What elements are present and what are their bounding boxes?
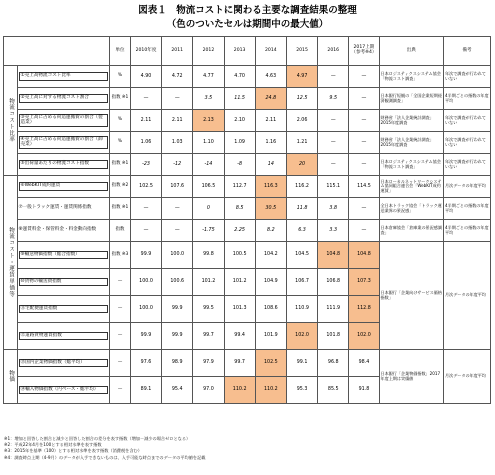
table-row bbox=[4, 66, 491, 88]
header-cell: 2017上期（参考※4） bbox=[349, 37, 379, 66]
unit-cell: 指数 bbox=[110, 220, 131, 242]
value-cell: 91.8 bbox=[349, 377, 379, 404]
value-cell: 97.9 bbox=[193, 350, 224, 377]
value-cell: 98.9 bbox=[162, 350, 193, 377]
value-cell: 2.11 bbox=[130, 110, 161, 132]
value-cell: 2.10 bbox=[224, 110, 255, 132]
value-cell: 102.5 bbox=[130, 176, 161, 198]
value-cell: 101.9 bbox=[255, 323, 286, 350]
table-row bbox=[4, 220, 491, 242]
value-cell: 24.8 bbox=[255, 88, 286, 110]
value-cell: -14 bbox=[193, 154, 224, 176]
value-cell: — bbox=[349, 88, 379, 110]
header-blank bbox=[4, 37, 110, 66]
value-cell: 99.1 bbox=[286, 350, 317, 377]
value-cell: 102.0 bbox=[286, 323, 317, 350]
value-cell: 1.16 bbox=[255, 132, 286, 154]
unit-cell: 指数 ※1 bbox=[110, 198, 131, 220]
footnote: ※3：2015年を基準（100）とする相対水準を表す指数（消費税を含む） bbox=[4, 448, 142, 454]
value-cell: 101.2 bbox=[224, 269, 255, 296]
value-cell: 8.5 bbox=[224, 198, 255, 220]
header-cell: 2014 bbox=[255, 37, 286, 66]
item-label: ⑫道路貨物運賃指数 bbox=[17, 323, 110, 350]
header-cell: 2013 bbox=[224, 37, 255, 66]
value-cell: 99.7 bbox=[224, 350, 255, 377]
item-label: ②売上高に対する物流コスト割合 bbox=[17, 88, 110, 110]
value-cell: 9.5 bbox=[318, 88, 349, 110]
table-row bbox=[4, 176, 491, 198]
item-label: ④売上高に占める荷造運搬費の割合（卸売業） bbox=[17, 132, 110, 154]
value-cell: — bbox=[318, 110, 349, 132]
value-cell: 96.8 bbox=[318, 350, 349, 377]
summary-table bbox=[3, 36, 491, 404]
value-cell: 1.03 bbox=[162, 132, 193, 154]
value-cell: — bbox=[349, 110, 379, 132]
value-cell: 110.9 bbox=[286, 296, 317, 323]
value-cell: 4.72 bbox=[162, 66, 193, 88]
item-label: ⑬国内企業物価指数（総平均） bbox=[17, 350, 110, 377]
source-cell: 日本倉庫協会「倉庫業の景況感調査」 bbox=[379, 220, 444, 242]
remarks-cell: 年次で調査が行われていない bbox=[444, 66, 491, 88]
table-row bbox=[4, 88, 491, 110]
value-cell: 106.5 bbox=[193, 176, 224, 198]
value-cell: — bbox=[349, 132, 379, 154]
unit-cell: — bbox=[110, 350, 131, 377]
remarks-cell: 4半期ごとの指数の年度平均 bbox=[444, 198, 491, 220]
value-cell: 2.25 bbox=[224, 220, 255, 242]
item-label: ⑦一般トラック運賃・運賃関係指数 bbox=[17, 198, 110, 220]
table-row bbox=[4, 198, 491, 220]
item-label: ⑪宅配便運賃指数 bbox=[17, 296, 110, 323]
value-cell: 85.5 bbox=[318, 377, 349, 404]
page-subtitle: （色のついたセルは期間中の最大値） bbox=[166, 19, 329, 30]
value-cell: — bbox=[349, 66, 379, 88]
unit-cell: 指数 ※2 bbox=[110, 176, 131, 198]
value-cell: — bbox=[349, 154, 379, 176]
value-cell: — bbox=[349, 220, 379, 242]
value-cell: 115.1 bbox=[318, 176, 349, 198]
value-cell: 102.0 bbox=[349, 323, 379, 350]
value-cell: 89.1 bbox=[130, 377, 161, 404]
value-cell: 1.09 bbox=[224, 132, 255, 154]
item-label: ⑤出荷量あたりの物流コスト指数 bbox=[17, 154, 110, 176]
header-cell: 出典 bbox=[379, 37, 444, 66]
page-title: 図表１ 物流コストに関わる主要な調査結果の整理 bbox=[138, 5, 357, 16]
value-cell: 108.6 bbox=[255, 296, 286, 323]
value-cell: 99.9 bbox=[130, 323, 161, 350]
value-cell: 100.5 bbox=[224, 242, 255, 269]
value-cell: 100.0 bbox=[130, 296, 161, 323]
value-cell: — bbox=[318, 66, 349, 88]
source-cell: 全日本トラック協会「トラック運送業界の景況感」 bbox=[379, 198, 444, 220]
table-header-row bbox=[4, 37, 491, 66]
value-cell: 12.5 bbox=[286, 88, 317, 110]
value-cell: 104.5 bbox=[286, 242, 317, 269]
source-cell: 日本ローカルネットワークシステム協同組合連合会「WebKIT成約運賃」 bbox=[379, 176, 444, 198]
value-cell: — bbox=[130, 198, 161, 220]
value-cell: — bbox=[162, 198, 193, 220]
unit-cell: — bbox=[110, 323, 131, 350]
value-cell: 95.4 bbox=[162, 377, 193, 404]
value-cell: 98.4 bbox=[349, 350, 379, 377]
unit-cell: % bbox=[110, 110, 131, 132]
source-cell: 財務省「法人企業統計調査」2015年度調査 bbox=[379, 110, 444, 132]
item-label: ③売上高に占める荷造運搬費の割合（製造業） bbox=[17, 110, 110, 132]
value-cell: — bbox=[349, 198, 379, 220]
value-cell: 3.3 bbox=[318, 220, 349, 242]
table-row bbox=[4, 110, 491, 132]
value-cell: 104.8 bbox=[349, 242, 379, 269]
value-cell: 99.9 bbox=[162, 323, 193, 350]
table-row bbox=[4, 350, 491, 377]
value-cell: 99.7 bbox=[193, 323, 224, 350]
value-cell: 116.3 bbox=[255, 176, 286, 198]
value-cell: 0 bbox=[193, 198, 224, 220]
value-cell: 30.5 bbox=[255, 198, 286, 220]
table-row bbox=[4, 132, 491, 154]
value-cell: 8.2 bbox=[255, 220, 286, 242]
value-cell: — bbox=[162, 88, 193, 110]
value-cell: 110.2 bbox=[255, 377, 286, 404]
value-cell: 97.0 bbox=[193, 377, 224, 404]
unit-cell: — bbox=[110, 377, 131, 404]
value-cell: 99.8 bbox=[193, 242, 224, 269]
value-cell: -8 bbox=[224, 154, 255, 176]
value-cell: 104.2 bbox=[255, 242, 286, 269]
value-cell: 114.5 bbox=[349, 176, 379, 198]
value-cell: 14 bbox=[255, 154, 286, 176]
value-cell: 116.2 bbox=[286, 176, 317, 198]
category-label: 物価 bbox=[4, 350, 18, 404]
header-cell: 単位 bbox=[110, 37, 131, 66]
value-cell: 107.3 bbox=[349, 269, 379, 296]
value-cell: 110.2 bbox=[224, 377, 255, 404]
value-cell: 1.06 bbox=[130, 132, 161, 154]
value-cell: 1.10 bbox=[193, 132, 224, 154]
value-cell: — bbox=[318, 132, 349, 154]
header-cell: 2012 bbox=[193, 37, 224, 66]
value-cell: 104.9 bbox=[255, 269, 286, 296]
header-cell: 2016 bbox=[318, 37, 349, 66]
source-cell: 日本銀行「企業向けサービス価格指数」 bbox=[379, 242, 444, 350]
remarks-cell: 年次で調査が行われていない bbox=[444, 154, 491, 176]
item-label: ⑨輸送物価指数（総合指数） bbox=[17, 242, 110, 269]
value-cell: 101.2 bbox=[193, 269, 224, 296]
source-cell: 日本銀行短観の「全国企業短期経済観測調査」 bbox=[379, 88, 444, 110]
value-cell: 11.5 bbox=[224, 88, 255, 110]
header-cell: 2015 bbox=[286, 37, 317, 66]
value-cell: 4.77 bbox=[193, 66, 224, 88]
value-cell: 106.7 bbox=[286, 269, 317, 296]
value-cell: 100.0 bbox=[162, 242, 193, 269]
item-label: ⑭輸入物価指数（円ベース・総平均） bbox=[17, 377, 110, 404]
value-cell: 2.11 bbox=[162, 110, 193, 132]
value-cell: 4.90 bbox=[130, 66, 161, 88]
value-cell: 111.9 bbox=[318, 296, 349, 323]
value-cell: -12 bbox=[162, 154, 193, 176]
value-cell: 101.3 bbox=[224, 296, 255, 323]
value-cell: 99.9 bbox=[130, 242, 161, 269]
value-cell: 3.8 bbox=[318, 198, 349, 220]
header-cell: 2010年度 bbox=[130, 37, 161, 66]
unit-cell: % bbox=[110, 66, 131, 88]
footnote: ※1：増加と回答した割合と減少と回答した割合の差分を表す指数（増加－減少の場合ゼロとなる） bbox=[4, 436, 191, 441]
value-cell: 97.6 bbox=[130, 350, 161, 377]
value-cell: -1.75 bbox=[193, 220, 224, 242]
value-cell: 106.8 bbox=[318, 269, 349, 296]
item-label: ⑥WebKIT成約運賃 bbox=[17, 176, 110, 198]
category-label: 物流コスト比率 bbox=[4, 66, 18, 176]
value-cell: 4.63 bbox=[255, 66, 286, 88]
value-cell: 20 bbox=[286, 154, 317, 176]
value-cell: 99.9 bbox=[162, 296, 193, 323]
value-cell: 2.13 bbox=[193, 110, 224, 132]
value-cell: 107.6 bbox=[162, 176, 193, 198]
source-cell: 財務省「法人企業統計調査」2015年度調査 bbox=[379, 132, 444, 154]
value-cell: 3.5 bbox=[193, 88, 224, 110]
value-cell: — bbox=[130, 220, 161, 242]
source-cell: 日本銀行「企業物価指数」2017年度上期は実績値 bbox=[379, 350, 444, 404]
value-cell: — bbox=[318, 154, 349, 176]
value-cell: 100.0 bbox=[130, 269, 161, 296]
value-cell: 11.8 bbox=[286, 198, 317, 220]
value-cell: 1.21 bbox=[286, 132, 317, 154]
remarks-cell: 4半期ごとの指数の年度平均 bbox=[444, 220, 491, 242]
value-cell: 104.8 bbox=[318, 242, 349, 269]
value-cell: 100.6 bbox=[162, 269, 193, 296]
unit-cell: 指数 ※1 bbox=[110, 88, 131, 110]
unit-cell: — bbox=[110, 269, 131, 296]
item-label: ⑧運賃料金・保管料金・料金動向指数 bbox=[17, 220, 110, 242]
remarks-cell: 月次データの年度平均 bbox=[444, 350, 491, 404]
footnotes bbox=[4, 436, 492, 461]
value-cell: — bbox=[162, 220, 193, 242]
remarks-cell: 年次で調査が行われていない bbox=[444, 132, 491, 154]
value-cell: 6.3 bbox=[286, 220, 317, 242]
value-cell: 112.8 bbox=[349, 296, 379, 323]
value-cell: 101.8 bbox=[318, 323, 349, 350]
value-cell: -23 bbox=[130, 154, 161, 176]
value-cell: 2.06 bbox=[286, 110, 317, 132]
value-cell: — bbox=[130, 88, 161, 110]
remarks-cell: 年次で調査が行われていない bbox=[444, 110, 491, 132]
remarks-cell: 4半期ごとの指数の年度平均 bbox=[444, 88, 491, 110]
unit-cell: 指数 ※1 bbox=[110, 154, 131, 176]
value-cell: 4.70 bbox=[224, 66, 255, 88]
source-cell: 日本ロジスティクスシステム協会「物流コスト調査」 bbox=[379, 66, 444, 88]
value-cell: 99.5 bbox=[193, 296, 224, 323]
table-row bbox=[4, 242, 491, 269]
header-cell: 2011 bbox=[162, 37, 193, 66]
unit-cell: 指数 ※3 bbox=[110, 242, 131, 269]
item-label: ⑩貨物の輸送費指数 bbox=[17, 269, 110, 296]
header-cell: 備考 bbox=[444, 37, 491, 66]
value-cell: 102.5 bbox=[255, 350, 286, 377]
remarks-cell: 月次データの年度平均 bbox=[444, 242, 491, 350]
unit-cell: — bbox=[110, 296, 131, 323]
table-row bbox=[4, 154, 491, 176]
value-cell: 95.3 bbox=[286, 377, 317, 404]
item-label: ①売上高物流コスト比率 bbox=[17, 66, 110, 88]
remarks-cell: 月次データの年度平均 bbox=[444, 176, 491, 198]
unit-cell: % bbox=[110, 132, 131, 154]
value-cell: 112.7 bbox=[224, 176, 255, 198]
category-label: 物流コスト・運賃単価等 bbox=[4, 176, 18, 350]
footnote: ※4：調査時点上期（4-9月）のデータが入手できないものは、入手可能な時点までのデータの平均値を記載 bbox=[4, 454, 206, 460]
value-cell: 4.97 bbox=[286, 66, 317, 88]
value-cell: 99.4 bbox=[224, 323, 255, 350]
value-cell: 2.11 bbox=[255, 110, 286, 132]
footnote: ※2：平成22年4月を100とする相対水準を表す指数 bbox=[4, 442, 102, 448]
source-cell: 日本ロジスティクスシステム協会「物流コスト調査」 bbox=[379, 154, 444, 176]
